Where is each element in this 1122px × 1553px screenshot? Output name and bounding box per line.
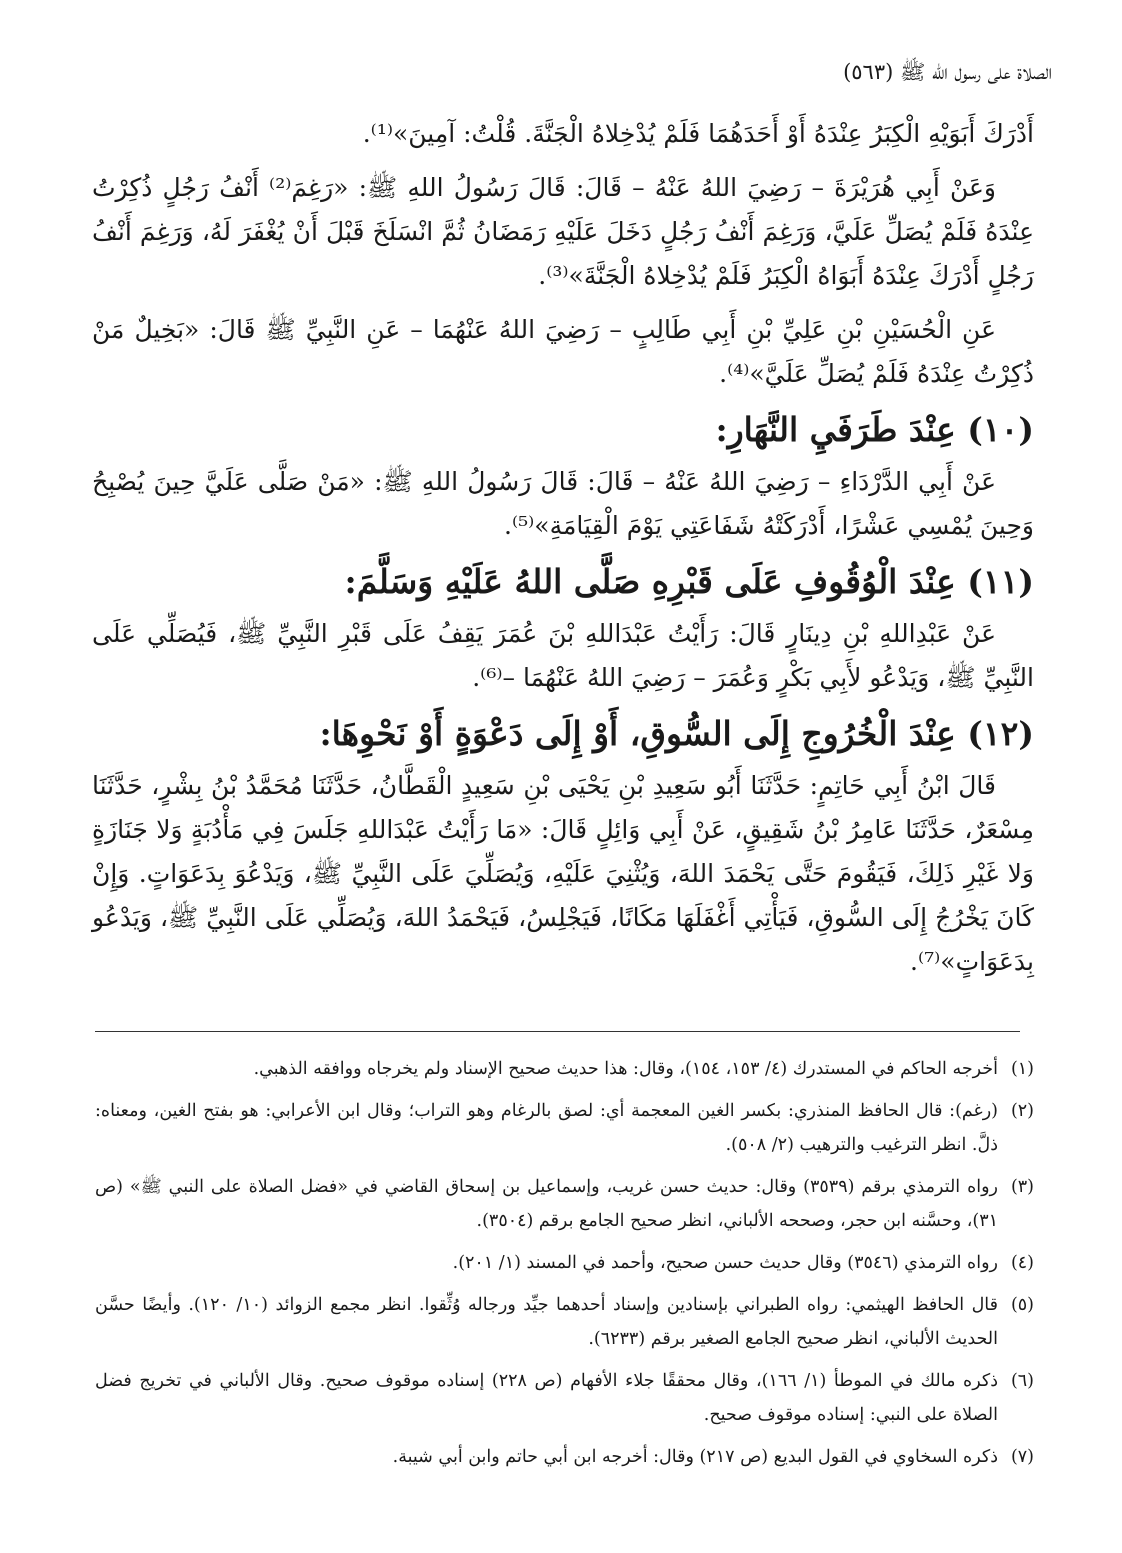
paragraph-2: وَعَنْ أَبِي هُرَيْرَةَ – رَضِيَ اللهُ عَنْهُ – قَالَ: قَالَ رَسُولُ اللهِ ﷺ: «رَغِمَ⁽²⁾ أَنْفُ رَجُلٍ ذُكِرْتُ عِنْدَهُ فَلَمْ يُصَلِّ عَلَيَّ، وَرَغِمَ أَنْفُ رَجُلٍ دَخَلَ عَلَيْهِ رَمَضَانُ ثُمَّ انْسَلَخَ قَبْلَ أَنْ يُغْفَرَ لَهُ، وَرَغِمَ أَنْفُ رَجُلٍ أَدْرَكَ عِنْدَهُ أَبَوَاهُ الْكِبَرُ فَلَمْ يُدْخِلاهُ الْجَنَّةَ»⁽³⁾. [92,173,1034,290]
footnote-number: (٧) [1010,1447,1034,1467]
footnote-number: (٢) [1010,1101,1034,1121]
section-heading-11: (١١) عِنْدَ الْوُقُوفِ عَلَى قَبْرِهِ صَلَّى اللهُ عَلَيْهِ وَسَلَّمَ: [344,562,1034,601]
footnote-text: (رغم): قال الحافظ المنذري: بكسر الغين المعجمة أي: لصق بالرغام وهو التراب؛ وقال ابن الأعرابي: هو بفتح الغين، ومعناه: ذلَّ. انظر الترغيب والترهيب (٢/ ٥٠٨). [95,1101,998,1155]
footnote-number: (٣) [1010,1177,1034,1197]
footnote-number: (١) [1010,1059,1034,1079]
footnote-text: رواه الترمذي برقم (٣٥٣٩) وقال: حديث حسن غريب، وإسماعيل بن إسحاق القاضي في «فضل الصلاة على النبي ﷺ» (ص ٣١)، وحسَّنه ابن حجر، وصححه الألباني، انظر صحيح الجامع برقم (٣٥٠٤). [95,1177,998,1231]
footnote [95,1246,1034,1280]
paragraph-4: عَنْ أَبِي الدَّرْدَاءِ – رَضِيَ اللهُ عَنْهُ – قَالَ: قَالَ رَسُولُ اللهِ ﷺ: «مَنْ صَلَّى عَلَيَّ حِينَ يُصْبِحُ وَحِينَ يُمْسِي عَشْرًا، أَدْرَكَتْهُ شَفَاعَتِي يَوْمَ الْقِيَامَةِ»⁽⁵⁾. [92,467,1034,540]
footnote-text: ذكره السخاوي في القول البديع (ص ٢١٧) وقال: أخرجه ابن أبي حاتم وابن أبي شيبة. [392,1447,998,1467]
footnote-number: (٥) [1010,1295,1034,1315]
footnotes [95,1052,1034,1482]
paragraph-5: عَنْ عَبْدِاللهِ بْنِ دِينَارٍ قَالَ: رَأَيْتُ عَبْدَاللهِ بْنَ عُمَرَ يَقِفُ عَلَى قَبْرِ النَّبِيِّ ﷺ، فَيُصَلِّي عَلَى النَّبِيِّ ﷺ، وَيَدْعُو لأَبِي بَكْرٍ وَعُمَرَ – رَضِيَ اللهُ عَنْهُمَا –⁽⁶⁾. [92,619,1034,692]
footnote-text: قال الحافظ الهيثمي: رواه الطبراني بإسنادين وإسناد أحدهما جيِّد ورجاله وُثِّقوا. انظر مجمع الزوائد (١٠/ ١٢٠). وأيضًا حسَّن الحديث الألباني، انظر صحيح الجامع الصغير برقم (٦٢٣٣). [95,1295,998,1349]
footnote-text: رواه الترمذي (٣٥٤٦) وقال حديث حسن صحيح، وأحمد في المسند (١/ ٢٠١). [452,1253,998,1273]
running-header: الصلاة على رسول الله ﷺ (٥٦٣) [843,60,1052,84]
footnote-text: أخرجه الحاكم في المستدرك (٤/ ١٥٣، ١٥٤)، وقال: هذا حديث صحيح الإسناد ولم يخرجاه ووافقه الذهبي. [253,1059,998,1079]
footnote-number: (٦) [1010,1371,1034,1391]
footnote-number: (٤) [1010,1253,1034,1273]
footnote [95,1094,1034,1162]
footnote [95,1364,1034,1432]
paragraph-1: أَدْرَكَ أَبَوَيْهِ الْكِبَرُ عِنْدَهُ أَوْ أَحَدَهُمَا فَلَمْ يُدْخِلاهُ الْجَنَّةَ. قُلْتُ: آمِينَ»⁽¹⁾. [362,119,1034,148]
footnote [95,1440,1034,1474]
footnote [95,1288,1034,1356]
paragraph-6: قَالَ ابْنُ أَبِي حَاتِمٍ: حَدَّثَنَا أَبُو سَعِيدِ بْنِ يَحْيَى بْنِ سَعِيدٍ الْقَطَّانُ، حَدَّثَنَا مُحَمَّدُ بْنُ بِشْرٍ، حَدَّثَنَا مِسْعَرٌ، حَدَّثَنَا عَامِرُ بْنُ شَقِيقٍ، عَنْ أَبِي وَائِلٍ قَالَ: «مَا رَأَيْتُ عَبْدَاللهِ جَلَسَ فِي مَأْدُبَةٍ وَلا جَنَازَةٍ وَلا غَيْرِ ذَلِكَ، فَيَقُومَ حَتَّى يَحْمَدَ اللهَ، وَيُثْنِيَ عَلَيْهِ، وَيُصَلِّيَ عَلَى النَّبِيِّ ﷺ، وَيَدْعُوَ بِدَعَوَاتٍ. وَإِنْ كَانَ يَخْرُجُ إِلَى السُّوقِ، فَيَأْتِي أَغْفَلَهَا مَكَانًا، فَيَجْلِسُ، فَيَحْمَدُ اللهَ، وَيُصَلِّي عَلَى النَّبِيِّ ﷺ، وَيَدْعُو بِدَعَوَاتٍ»⁽⁷⁾. [92,771,1034,976]
footnote-text: ذكره مالك في الموطأ (١/ ١٦٦)، وقال محققًا جلاء الأفهام (ص ٢٢٨) إسناده موقوف صحيح. وقال الألباني في تخريج فضل الصلاة على النبي: إسناده موقوف صحيح. [95,1371,998,1425]
footnote [95,1052,1034,1086]
paragraph-3: عَنِ الْحُسَيْنِ بْنِ عَلِيِّ بْنِ أَبِي طَالِبٍ – رَضِيَ اللهُ عَنْهُمَا – عَنِ النَّبِيِّ ﷺ قَالَ: «بَخِيلٌ مَنْ ذُكِرْتُ عِنْدَهُ فَلَمْ يُصَلِّ عَلَيَّ»⁽⁴⁾. [92,315,1034,388]
footnote-separator [95,1031,1020,1032]
section-heading-12: (١٢) عِنْدَ الْخُرُوجِ إِلَى السُّوقِ، أَوْ إِلَى دَعْوَةٍ أَوْ نَحْوِهَا: [319,714,1034,753]
main-text [92,112,1034,994]
footnote [95,1170,1034,1238]
section-heading-10: (١٠) عِنْدَ طَرَفَيِ النَّهَارِ: [715,410,1034,449]
